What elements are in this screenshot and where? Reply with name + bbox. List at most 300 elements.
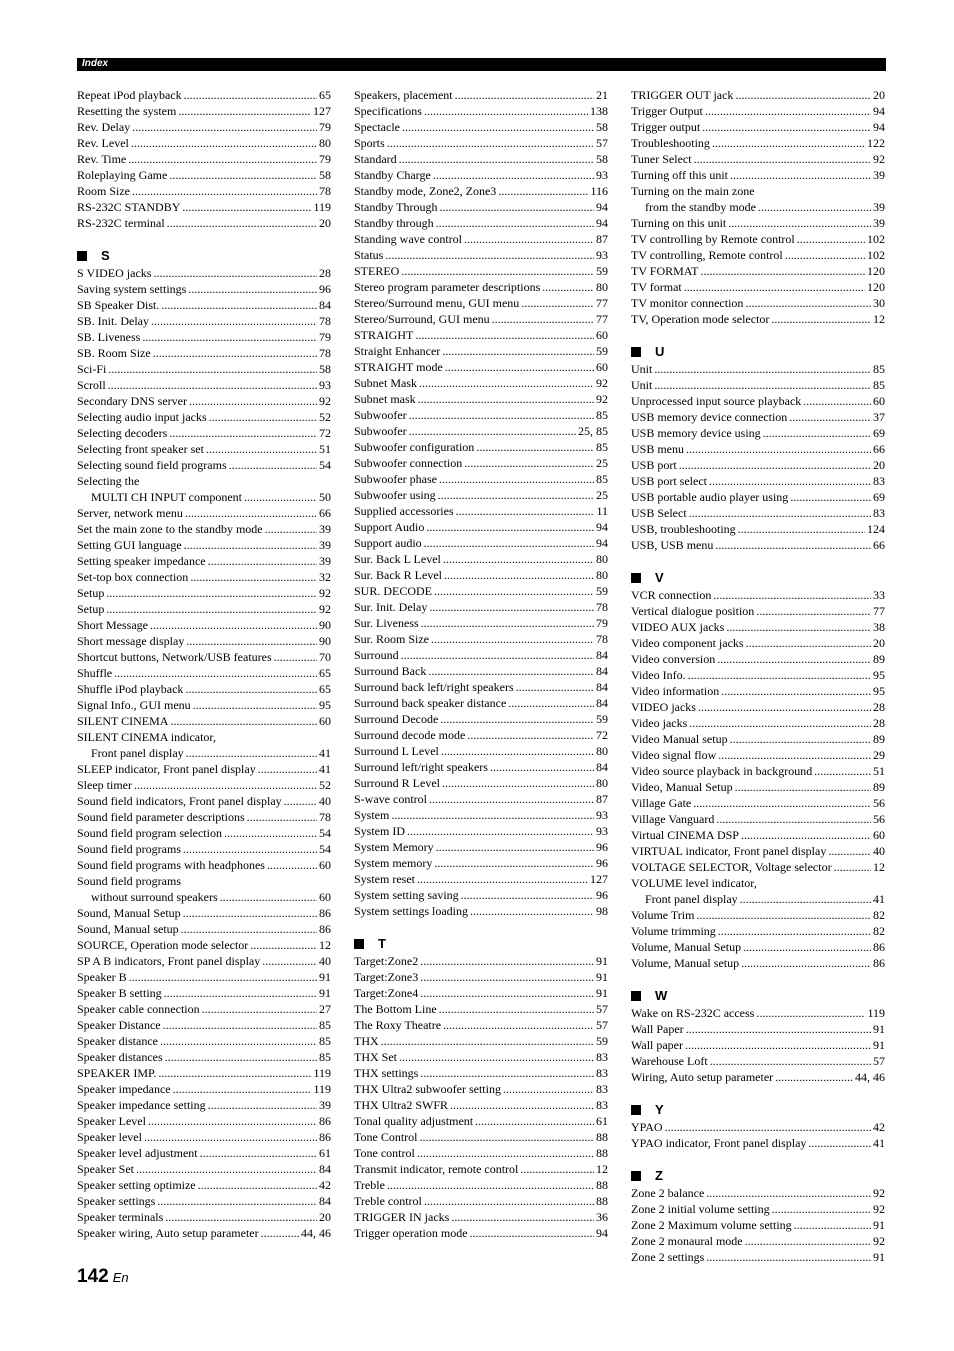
dot-leader — [407, 823, 594, 839]
entry-term: Volume, Manual setup — [631, 956, 740, 970]
entry-term: YPAO — [631, 1120, 663, 1134]
index-entry — [77, 985, 331, 1001]
index-entry — [354, 455, 608, 471]
entry-term: Tone Control — [354, 1130, 418, 1144]
page-reference: 80 — [596, 280, 608, 294]
entry-term: Support Audio — [354, 520, 425, 534]
index-entry — [354, 551, 608, 567]
entry-term: Secondary DNS server — [77, 394, 187, 408]
index-entry — [631, 683, 885, 699]
entry-term: Speaker setting optimize — [77, 1178, 196, 1192]
index-entry — [354, 1033, 608, 1049]
entry-term: Sur. Back R Level — [354, 568, 442, 582]
dot-leader — [409, 423, 576, 439]
index-column-2 — [354, 87, 608, 1241]
page-reference: 93 — [319, 378, 331, 392]
entry-term: Trigger Output — [631, 104, 703, 118]
dot-leader — [503, 1081, 594, 1097]
index-entry — [354, 535, 608, 551]
dot-leader — [424, 535, 594, 551]
page-reference: 77 — [873, 604, 885, 618]
entry-term: Selecting audio input jacks — [77, 410, 207, 424]
index-entry — [77, 937, 331, 953]
page-reference: 40 — [873, 844, 885, 858]
page-reference: 94 — [596, 536, 608, 550]
index-entry — [354, 487, 608, 503]
entry-term: Troubleshooting — [631, 136, 710, 150]
dot-leader — [258, 761, 317, 777]
section-letter: U — [655, 344, 665, 359]
index-entry — [77, 921, 331, 937]
entry-term: SB. Room Size — [77, 346, 151, 360]
page-reference: 94 — [596, 1226, 608, 1240]
index-entry — [354, 359, 608, 375]
dot-leader — [740, 891, 871, 907]
index-entry — [77, 425, 331, 441]
entry-term: TV format — [631, 280, 682, 294]
index-entry — [77, 649, 331, 665]
entry-term: RS-232C terminal — [77, 216, 165, 230]
page-reference: 95 — [319, 698, 331, 712]
dot-leader — [694, 151, 871, 167]
page-reference: 87 — [596, 792, 608, 806]
page-reference: 93 — [596, 808, 608, 822]
index-entry — [631, 1021, 885, 1037]
index-entry-heading: Turning on the main zone — [631, 184, 755, 198]
index-entry — [77, 1193, 331, 1209]
entry-term: Sleep timer — [77, 778, 132, 792]
dot-leader — [106, 601, 317, 617]
entry-term: SP A B indicators, Front panel display — [77, 954, 261, 968]
index-entry — [77, 151, 331, 167]
dot-leader — [274, 649, 317, 665]
index-entry — [77, 825, 331, 841]
page-reference: 86 — [319, 922, 331, 936]
index-entry — [77, 265, 331, 281]
page-reference: 92 — [596, 376, 608, 390]
dot-leader — [157, 1193, 317, 1209]
page-reference: 84 — [319, 1162, 331, 1176]
index-entry — [631, 779, 885, 795]
page-reference: 92 — [873, 1202, 885, 1216]
page-reference: 91 — [596, 986, 608, 1000]
entry-term: STRAIGHT mode — [354, 360, 443, 374]
index-entry — [354, 953, 608, 969]
index-entry — [631, 955, 885, 971]
dot-leader — [148, 1113, 317, 1129]
index-entry — [631, 1233, 885, 1249]
index-entry — [354, 903, 608, 919]
entry-term: Server, network menu — [77, 506, 183, 520]
dot-leader — [741, 827, 871, 843]
index-entry — [354, 839, 608, 855]
entry-term: Village Gate — [631, 796, 692, 810]
entry-term: Speaker settings — [77, 1194, 156, 1208]
entry-term: Transmit indicator, remote control — [354, 1162, 519, 1176]
index-column-3 — [631, 87, 885, 1265]
entry-term: Shuffle — [77, 666, 113, 680]
page-reference: 40 — [319, 794, 331, 808]
page-reference: 89 — [873, 652, 885, 666]
dot-leader — [679, 457, 871, 473]
dot-leader — [476, 439, 594, 455]
index-entry — [77, 361, 331, 377]
entry-term: Speaker wiring, Auto setup parameter — [77, 1226, 259, 1240]
dot-leader — [153, 265, 317, 281]
dot-leader — [165, 1049, 317, 1065]
entry-term: USB Select — [631, 506, 687, 520]
index-entry — [77, 713, 331, 729]
page-reference: 58 — [319, 362, 331, 376]
entry-term: Wall paper — [631, 1038, 684, 1052]
dot-leader — [726, 619, 871, 635]
index-column-1 — [77, 87, 331, 1241]
dot-leader — [208, 1097, 317, 1113]
dot-leader — [129, 969, 317, 985]
page-reference: 29 — [873, 748, 885, 762]
page-reference: 124 — [867, 522, 885, 536]
dot-leader — [415, 327, 594, 343]
index-entry — [77, 215, 331, 231]
section-heading — [631, 975, 885, 1005]
dot-leader — [490, 759, 594, 775]
page-reference: 83 — [873, 474, 885, 488]
square-bullet-icon — [631, 991, 641, 1001]
entry-term: Sur. Init. Delay — [354, 600, 428, 614]
page-reference: 91 — [873, 1250, 885, 1264]
dot-leader — [433, 167, 594, 183]
index-entry-heading: Selecting the — [77, 474, 140, 488]
page-reference: 84 — [596, 696, 608, 710]
entry-term: Zone 2 balance — [631, 1186, 705, 1200]
page-reference: 79 — [596, 616, 608, 630]
dot-leader — [188, 281, 317, 297]
page-reference: 69 — [873, 490, 885, 504]
dot-leader — [686, 441, 871, 457]
dot-leader — [160, 1033, 317, 1049]
index-entry — [631, 311, 885, 327]
entry-term: Wake on RS-232C access — [631, 1006, 755, 1020]
index-entry — [631, 263, 885, 279]
page-reference: 78 — [319, 346, 331, 360]
index-entry — [354, 391, 608, 407]
dot-leader — [440, 711, 594, 727]
page-reference: 72 — [596, 728, 608, 742]
index-entry — [631, 151, 885, 167]
section-heading — [77, 235, 331, 265]
dot-leader — [401, 647, 594, 663]
entry-term: USB memory device connection — [631, 410, 788, 424]
entry-term: SOURCE, Operation mode selector — [77, 938, 249, 952]
page-reference: 41 — [319, 762, 331, 776]
entry-term: Unit — [631, 378, 653, 392]
index-entry — [631, 119, 885, 135]
entry-term: Signal Info., GUI menu — [77, 698, 191, 712]
dot-leader — [184, 87, 317, 103]
page-reference: 96 — [596, 888, 608, 902]
page-reference: 93 — [596, 248, 608, 262]
dot-leader — [417, 871, 588, 887]
index-entry — [631, 279, 885, 295]
dot-leader — [229, 457, 317, 473]
dot-leader — [521, 295, 594, 311]
page-reference: 27 — [319, 1002, 331, 1016]
entry-term: STEREO — [354, 264, 400, 278]
page-reference: 57 — [596, 1002, 608, 1016]
page-reference: 86 — [873, 956, 885, 970]
entry-term: Support audio — [354, 536, 422, 550]
page-reference: 119 — [313, 200, 331, 214]
index-entry — [631, 603, 885, 619]
index-entry — [631, 135, 885, 151]
entry-term: Speaker distance — [77, 1034, 158, 1048]
entry-term: Speaker level — [77, 1130, 142, 1144]
dot-leader — [151, 313, 317, 329]
index-entry — [77, 681, 331, 697]
index-entry — [631, 441, 885, 457]
entry-term: Rev. Delay — [77, 120, 131, 134]
index-entry — [631, 393, 885, 409]
index-entry — [631, 247, 885, 263]
dot-leader — [735, 779, 871, 795]
index-entry — [77, 905, 331, 921]
section-letter: Y — [655, 1102, 664, 1117]
index-entry — [77, 457, 331, 473]
entry-term: System reset — [354, 872, 415, 886]
dot-leader — [419, 375, 594, 391]
page-reference: 25 — [596, 456, 608, 470]
index-entry — [77, 569, 331, 585]
entry-term: Saving system settings — [77, 282, 187, 296]
section-letter: W — [655, 988, 668, 1003]
index-entry — [354, 311, 608, 327]
page-reference: 78 — [319, 184, 331, 198]
page-reference: 59 — [596, 344, 608, 358]
index-entry — [77, 103, 331, 119]
dot-leader — [443, 551, 594, 567]
index-entry — [354, 807, 608, 823]
dot-leader — [456, 503, 595, 519]
entry-term: SILENT CINEMA — [77, 714, 169, 728]
index-entry — [77, 377, 331, 393]
index-entry — [354, 439, 608, 455]
index-entry — [77, 281, 331, 297]
page-reference: 39 — [319, 538, 331, 552]
dot-leader — [153, 345, 317, 361]
index-entry — [354, 279, 608, 295]
entry-term: Sound field parameter descriptions — [77, 810, 245, 824]
entry-term: USB memory device using — [631, 426, 761, 440]
index-entry — [631, 103, 885, 119]
index-entry — [631, 167, 885, 183]
page-reference: 77 — [596, 312, 608, 326]
index-entry — [77, 345, 331, 361]
index-entry — [354, 871, 608, 887]
page-reference: 94 — [873, 104, 885, 118]
entry-term: SB. Init. Delay — [77, 314, 149, 328]
index-entry — [354, 263, 608, 279]
entry-term: TRIGGER IN jacks — [354, 1210, 450, 1224]
page-reference: 102 — [867, 248, 885, 262]
page-reference: 84 — [596, 664, 608, 678]
index-entry — [354, 775, 608, 791]
dot-leader — [190, 569, 317, 585]
dot-leader — [771, 311, 871, 327]
dot-leader — [654, 377, 871, 393]
index-entry — [354, 1129, 608, 1145]
index-entry — [631, 587, 885, 603]
entry-term: TV, Operation mode selector — [631, 312, 770, 326]
page-reference: 79 — [319, 330, 331, 344]
index-entry — [354, 183, 608, 199]
page-reference: 85 — [596, 408, 608, 422]
page-reference: 127 — [590, 872, 608, 886]
square-bullet-icon — [631, 1171, 641, 1181]
index-entry — [631, 667, 885, 683]
dot-leader — [108, 361, 317, 377]
entry-term: Turning on this unit — [631, 216, 727, 230]
dot-leader — [712, 135, 865, 151]
dot-leader — [181, 921, 317, 937]
index-entry — [631, 635, 885, 651]
entry-term: Status — [354, 248, 384, 262]
page-reference: 95 — [873, 668, 885, 682]
index-entry — [77, 601, 331, 617]
entry-term: Zone 2 Maximum volume setting — [631, 1218, 792, 1232]
entry-term: Standby mode, Zone2, Zone3 — [354, 184, 497, 198]
dot-leader — [439, 471, 594, 487]
index-entry — [77, 1113, 331, 1129]
index-entry — [77, 633, 331, 649]
dot-leader — [455, 87, 594, 103]
section-letter: V — [655, 570, 664, 585]
section-letter: Z — [655, 1168, 663, 1183]
page-reference: 69 — [873, 426, 885, 440]
dot-leader — [265, 521, 317, 537]
entry-term: Setting GUI language — [77, 538, 182, 552]
dot-leader — [756, 603, 871, 619]
page-reference: 88 — [596, 1130, 608, 1144]
page-reference: 20 — [319, 1210, 331, 1224]
entry-term: Room Size — [77, 184, 130, 198]
page-reference: 83 — [596, 1082, 608, 1096]
entry-term: Target:Zone3 — [354, 970, 419, 984]
entry-term: Wiring, Auto setup parameter — [631, 1070, 774, 1084]
page-reference: 20 — [873, 636, 885, 650]
index-entry — [631, 731, 885, 747]
dot-leader — [193, 697, 317, 713]
index-entry — [631, 891, 885, 907]
dot-leader — [785, 247, 865, 263]
index-entry — [77, 1177, 331, 1193]
index-entry — [77, 505, 331, 521]
entry-term: Sur. Liveness — [354, 616, 419, 630]
entry-term: Set the main zone to the standby mode — [77, 522, 263, 536]
dot-leader — [439, 1001, 594, 1017]
entry-term: Zone 2 monaural mode — [631, 1234, 743, 1248]
dot-leader — [790, 489, 871, 505]
page-reference: 39 — [873, 168, 885, 182]
page-reference: 92 — [319, 602, 331, 616]
page-reference: 92 — [319, 394, 331, 408]
page-reference: 39 — [873, 216, 885, 230]
dot-leader — [178, 103, 311, 119]
entry-term: Volume Trim — [631, 908, 695, 922]
page-reference: 42 — [873, 1120, 885, 1134]
entry-term: Surround left/right speakers — [354, 760, 488, 774]
dot-leader — [381, 1033, 594, 1049]
index-entry — [354, 1113, 608, 1129]
entry-term: Speakers, placement — [354, 88, 453, 102]
entry-term: TV FORMAT — [631, 264, 699, 278]
dot-leader — [142, 329, 317, 345]
entry-term: Subwoofer — [354, 424, 407, 438]
entry-term: Surround back speaker distance — [354, 696, 507, 710]
entry-term: VIDEO jacks — [631, 700, 696, 714]
dot-leader — [436, 215, 594, 231]
dot-leader — [709, 473, 871, 489]
dot-leader — [106, 585, 317, 601]
index-entry — [354, 231, 608, 247]
page-reference: 93 — [596, 824, 608, 838]
page-reference: 94 — [596, 200, 608, 214]
index-entry — [631, 619, 885, 635]
index-entry — [77, 793, 331, 809]
page-reference: 88 — [596, 1194, 608, 1208]
page-reference: 119 — [867, 1006, 885, 1020]
entry-term: Zone 2 settings — [631, 1250, 705, 1264]
dot-leader — [183, 905, 317, 921]
index-entry — [354, 503, 608, 519]
dot-leader — [209, 409, 317, 425]
dot-leader — [743, 939, 871, 955]
page-reference: 77 — [596, 296, 608, 310]
page-reference: 60 — [319, 858, 331, 872]
page-reference: 85 — [873, 378, 885, 392]
page-reference: 57 — [596, 1018, 608, 1032]
page-reference: 94 — [873, 120, 885, 134]
index-entry — [354, 135, 608, 151]
dot-leader — [451, 1209, 594, 1225]
index-entry — [354, 343, 608, 359]
page-reference: 70 — [319, 650, 331, 664]
index-entry — [631, 843, 885, 859]
entry-term: Tone control — [354, 1146, 415, 1160]
index-entry — [354, 167, 608, 183]
section-heading — [631, 557, 885, 587]
index-entry — [354, 1001, 608, 1017]
page-reference: 61 — [319, 1146, 331, 1160]
index-entry — [77, 1145, 331, 1161]
dot-leader — [442, 775, 594, 791]
index-entry — [354, 1209, 608, 1225]
dot-leader — [417, 1145, 594, 1161]
index-entry — [631, 231, 885, 247]
dot-leader — [164, 985, 317, 1001]
index-entry — [631, 1217, 885, 1233]
entry-term: Sur. Room Size — [354, 632, 430, 646]
index-entry — [631, 87, 885, 103]
entry-term: TV controlling, Remote control — [631, 248, 783, 262]
entry-term: TRIGGER OUT jack — [631, 88, 734, 102]
page-reference: 42 — [319, 1178, 331, 1192]
dot-leader — [424, 1193, 594, 1209]
dot-leader — [183, 841, 317, 857]
page-reference: 96 — [596, 840, 608, 854]
index-entry — [354, 791, 608, 807]
dot-leader — [420, 1065, 594, 1081]
index-entry — [631, 537, 885, 553]
